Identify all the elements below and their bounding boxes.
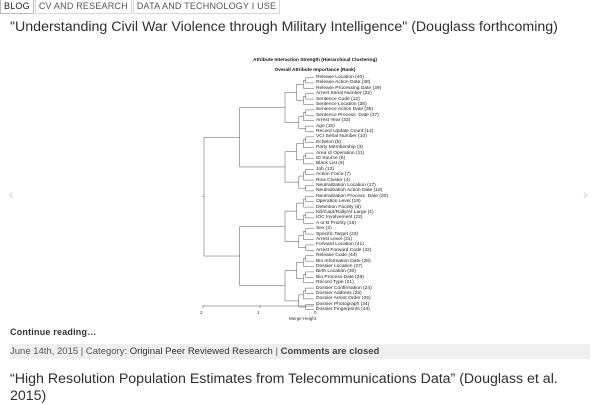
dendrogram-leaf: Neutralization Location (17) — [316, 183, 376, 188]
post-title-2-link[interactable]: “High Resolution Population Estimates from Telecommunications Data” (Douglass et al. 2015) — [10, 371, 558, 404]
dendrogram-leaf: Sentence Code (12) — [316, 96, 360, 102]
dendrogram-leaf: Action Force (7) — [316, 172, 351, 178]
nav-data-and-technology[interactable]: DATA AND TECHNOLOGY I USE — [133, 0, 280, 14]
dendrogram-leaf: Neutralization Process. Date (20) — [316, 193, 389, 199]
dendrogram-leaf: A or B Priority (16) — [316, 220, 356, 226]
dendrogram-leaf: Release Action Date (38) — [316, 80, 371, 86]
dendrogram-leaf: Bio Process Date (29) — [316, 274, 364, 280]
figure-subtitle: Overall Attribute Importance (Rank) — [274, 68, 356, 73]
dendrogram-leaf: Sentence Action Date (35) — [316, 107, 374, 113]
dendrogram-leaf: Black List (9) — [316, 161, 345, 167]
dendrogram-leaf: Neutralization Action Date (18) — [316, 188, 383, 194]
dendrogram-leaf: Arrest Serial Number (32) — [316, 91, 372, 97]
axis-label: Merge Height — [289, 316, 317, 321]
axis-tick-1: 1 — [257, 310, 260, 315]
dendrogram-leaf: Forward Location (41) — [316, 242, 364, 248]
dendrogram-leaf: Bio Information Date (28) — [316, 258, 371, 264]
dendrogram-leaf: Dossier Address (25) — [316, 291, 362, 296]
chevron-left-icon[interactable]: ‹ — [9, 186, 14, 202]
dendrogram-leaf: Arrest Forward Code (42) — [316, 247, 372, 253]
dendrogram-leaf: Release Code (44) — [316, 253, 358, 259]
category-link[interactable]: Original Peer Reviewed Research — [129, 346, 273, 357]
dendrogram-leaf: Arrest Level (31) — [316, 237, 353, 242]
dendrogram-leaf: Dossier Photograph (34) — [316, 301, 370, 307]
dendrogram-leaf: Party Membership (3) — [316, 145, 364, 151]
post-title-link[interactable]: "Understanding Civil War Violence through Military Intelligence" (Douglass forthcoming) — [10, 19, 558, 35]
post-meta — [10, 344, 590, 359]
dendrogram-leaf: Dossier Location (27) — [316, 264, 363, 269]
post-title — [10, 19, 585, 36]
dendrogram-leaf: Row Cluster (4) — [316, 177, 350, 183]
dendrogram-leaf: Detention Facility (8) — [316, 204, 361, 210]
continue-reading-link[interactable]: Continue reading… — [10, 327, 97, 337]
dendrogram-leaf: Arrest Year (33) — [316, 118, 351, 124]
dendrogram-leaf: Dossier Arrest Order (26) — [316, 296, 371, 302]
meta-separator: | — [275, 346, 278, 357]
dendrogram-leaf: VCI Serial Number (10) — [316, 134, 367, 140]
dendrogram-leaf: Area of Operation (11) — [316, 150, 365, 156]
dendrogram-leaf: Sentence Location (36) — [316, 102, 367, 107]
meta-separator: | — [80, 346, 84, 357]
dendrogram-figure — [195, 58, 395, 320]
axis-tick-0: 0 — [314, 310, 317, 315]
dendrogram-leaf: Release Location (40) — [316, 75, 364, 80]
comments-status: Comments are closed — [280, 346, 380, 357]
dendrogram-leaf: Dossier Confirmation (24) — [316, 285, 372, 291]
dendrogram-leaf: Birth Location (30) — [316, 269, 356, 275]
dendrogram-leaf: Job (13) — [316, 166, 334, 172]
dendrogram-leaf: Kill/Capt/Rally/At Large (1) — [316, 210, 374, 215]
dendrogram-leaf: Sex (2) — [316, 226, 332, 232]
dendrogram-leaf: Operation Level (19) — [316, 199, 361, 205]
chevron-right-icon[interactable]: › — [583, 186, 588, 202]
dendrogram-leaf: IOC Involvement (22) — [316, 215, 363, 221]
category-label: Category: — [85, 346, 128, 357]
nav-blog[interactable]: BLOG — [0, 0, 34, 14]
dendrogram-leaf: Dossier Fingerprints (43) — [316, 307, 370, 313]
post-date: June 14th, 2015 — [10, 346, 79, 357]
top-navigation — [0, 0, 281, 13]
dendrogram-leaf: Record Update Count (14) — [316, 129, 374, 134]
axis-tick-2: 2 — [200, 310, 203, 315]
dendrogram-leaf: Specific Target (23) — [316, 231, 359, 237]
dendrogram-leaf: Release Processing Date (39) — [316, 85, 382, 91]
dendrogram-leaf: Sentence Process. Date (37) — [316, 112, 379, 118]
dendrogram-leaf: ID Source (6) — [316, 156, 346, 161]
dendrogram-leaf: Age (15) — [316, 123, 335, 129]
nav-cv-and-research[interactable]: CV AND RESEARCH — [35, 0, 132, 14]
dendrogram-leaf: Echelon (5) — [316, 139, 342, 145]
figure-title: Attribute Interaction Strength (Hierarchical Clustering) — [253, 58, 377, 63]
dendrogram-leaf: Record Type (21) — [316, 280, 354, 286]
